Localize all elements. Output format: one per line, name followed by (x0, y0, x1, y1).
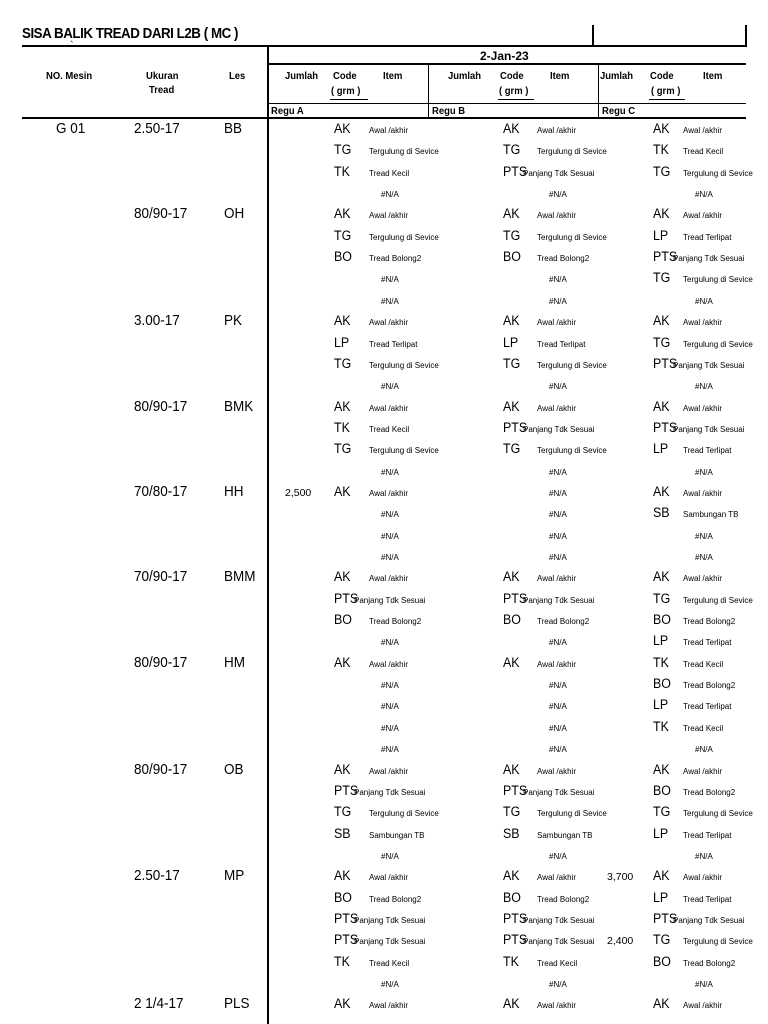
defect-code: SB (334, 825, 351, 841)
defect-code: TG (334, 227, 352, 243)
defect-item: Panjang Tdk Sesuai (523, 787, 595, 797)
defect-item: Awal /akhir (369, 1001, 408, 1011)
defect-item: Awal /akhir (683, 766, 722, 776)
na-value: #N/A (549, 553, 567, 562)
divider (498, 99, 534, 100)
defect-item: Sambungan TB (683, 510, 739, 520)
defect-item: Awal /akhir (683, 574, 722, 584)
defect-item: Tergulung di Sevice (369, 232, 439, 242)
defect-code: AK (653, 569, 670, 585)
defect-code: PTS (653, 419, 678, 435)
defect-code: AK (653, 398, 670, 414)
defect-code: BO (334, 889, 352, 905)
header-les: Les (229, 70, 246, 82)
defect-item: Tread Terlipat (683, 232, 732, 242)
defect-code: TG (653, 932, 671, 948)
na-value: #N/A (549, 190, 567, 200)
na-value: #N/A (381, 638, 399, 648)
defect-item: Panjang Tdk Sesuai (354, 787, 426, 797)
na-value: #N/A (549, 296, 567, 306)
defect-item: Awal /akhir (537, 574, 576, 584)
defect-code: LP (653, 889, 669, 905)
na-value: #N/A (549, 638, 567, 648)
defect-item: Awal /akhir (369, 574, 408, 584)
defect-item: Awal /akhir (369, 211, 408, 221)
na-value: #N/A (549, 488, 567, 498)
defect-item: Tread Kecil (683, 659, 724, 669)
defect-code: AK (653, 121, 670, 136)
header-grm-c: ( grm ) (651, 85, 681, 97)
defect-item: Tergulung di Sevice (683, 275, 753, 285)
header-jumlah-c: Jumlah (600, 70, 634, 82)
defect-code: BO (653, 676, 671, 692)
tread-size: 80/90-17 (134, 397, 188, 415)
divider (649, 99, 685, 100)
les-code: BB (224, 120, 243, 137)
na-value: #N/A (381, 702, 399, 712)
divider (267, 63, 746, 65)
defect-item: Awal /akhir (537, 403, 576, 413)
defect-item: Awal /akhir (683, 488, 722, 498)
defect-item: Tread Kecil (683, 147, 724, 157)
les-code: HH (224, 482, 244, 500)
defect-item: Awal /akhir (537, 766, 576, 776)
defect-item: Tread Terlipat (683, 894, 732, 904)
defect-code: BO (653, 612, 671, 628)
defect-code: TG (653, 163, 671, 179)
defect-code: TK (653, 654, 669, 670)
defect-item: Sambungan TB (537, 830, 593, 840)
defect-item: Panjang Tdk Sesuai (673, 915, 745, 925)
header-grm-a: ( grm ) (331, 85, 361, 97)
defect-code: AK (334, 569, 351, 585)
les-code: BMK (224, 397, 254, 415)
defect-code: LP (653, 633, 669, 649)
defect-code: AK (503, 996, 520, 1012)
divider (428, 64, 429, 117)
tread-size: 80/90-17 (134, 653, 188, 671)
defect-item: Tergulung di Sevice (683, 339, 753, 349)
defect-code: PTS (503, 419, 528, 435)
defect-code: LP (503, 334, 519, 350)
na-value: #N/A (549, 980, 567, 989)
na-value: #N/A (549, 382, 567, 392)
defect-code: PTS (503, 910, 528, 926)
defect-code: AK (503, 654, 520, 670)
defect-item: Tread Bolong2 (683, 958, 736, 968)
tread-size: 70/90-17 (134, 568, 188, 586)
defect-code: AK (503, 398, 520, 414)
defect-code: LP (653, 441, 669, 457)
header-grm-b: ( grm ) (499, 85, 529, 97)
les-code: OH (224, 205, 245, 223)
defect-code: TG (334, 804, 352, 820)
defect-item: Tread Terlipat (369, 339, 418, 349)
defect-code: PTS (653, 910, 678, 926)
tread-size: 70/80-17 (134, 482, 188, 500)
defect-item: Awal /akhir (369, 488, 408, 498)
defect-item: Panjang Tdk Sesuai (354, 915, 426, 925)
defect-code: BO (653, 782, 671, 798)
divider (22, 117, 746, 119)
header-item-c: Item (703, 70, 723, 82)
defect-code: AK (503, 206, 520, 222)
defect-item: Awal /akhir (369, 403, 408, 413)
defect-item: Awal /akhir (683, 873, 722, 883)
defect-item: Panjang Tdk Sesuai (354, 595, 426, 605)
na-value: #N/A (549, 510, 567, 520)
defect-item: Tread Bolong2 (369, 894, 422, 904)
defect-item: Panjang Tdk Sesuai (523, 595, 595, 605)
defect-item: Panjang Tdk Sesuai (523, 915, 595, 925)
header-ukuran: Ukuran (146, 70, 179, 82)
na-value: #N/A (549, 531, 567, 541)
defect-item: Awal /akhir (369, 318, 408, 328)
header-jumlah-b: Jumlah (448, 70, 482, 82)
defect-code: SB (503, 825, 520, 841)
defect-code: PTS (334, 782, 359, 798)
header-code-c: Code (650, 70, 674, 82)
defect-item: Tread Terlipat (683, 830, 732, 840)
defect-code: LP (334, 334, 350, 350)
defect-code: BO (503, 249, 521, 265)
les-code: MP (224, 867, 245, 885)
defect-item: Tergulung di Sevice (683, 809, 753, 819)
na-value: #N/A (549, 681, 567, 691)
defect-item: Tread Kecil (369, 958, 410, 968)
defect-code: TK (334, 163, 350, 179)
na-value: #N/A (381, 851, 399, 861)
defect-code: BO (334, 612, 352, 628)
defect-item: Panjang Tdk Sesuai (673, 424, 745, 434)
defect-item: Tread Bolong2 (369, 617, 422, 627)
na-value: #N/A (695, 980, 713, 989)
defect-item: Awal /akhir (369, 659, 408, 669)
na-value: #N/A (381, 531, 399, 541)
defect-code: TG (334, 441, 352, 457)
divider (592, 25, 594, 47)
defect-code: AK (653, 483, 670, 499)
na-value: #N/A (549, 275, 567, 285)
report-date: 2-Jan-23 (480, 49, 529, 63)
divider (267, 45, 269, 1024)
regu-c-label: Regu C (602, 105, 636, 117)
na-value: #N/A (381, 382, 399, 392)
defect-item: Tergulung di Sevice (537, 809, 607, 819)
defect-code: BO (503, 889, 521, 905)
defect-code: AK (334, 313, 351, 329)
defect-item: Tergulung di Sevice (683, 595, 753, 605)
defect-item: Tread Bolong2 (537, 894, 590, 904)
defect-item: Tread Bolong2 (369, 254, 422, 264)
defect-item: Tergulung di Sevice (369, 147, 439, 157)
defect-item: Panjang Tdk Sesuai (523, 168, 595, 178)
defect-code: AK (653, 313, 670, 329)
defect-item: Awal /akhir (683, 1001, 722, 1011)
defect-code: AK (503, 868, 520, 884)
defect-item: Tergulung di Sevice (683, 937, 753, 947)
defect-code: TG (503, 441, 521, 457)
divider (598, 64, 599, 117)
defect-code: TK (503, 953, 519, 969)
defect-code: PTS (334, 932, 359, 948)
defect-code: AK (653, 996, 670, 1012)
divider (267, 103, 746, 104)
defect-item: Panjang Tdk Sesuai (523, 937, 595, 947)
defect-code: AK (334, 996, 351, 1012)
na-value: #N/A (549, 851, 567, 861)
na-value: #N/A (381, 190, 399, 200)
defect-code: AK (334, 121, 351, 136)
defect-item: Awal /akhir (369, 126, 408, 135)
defect-code: TK (334, 419, 350, 435)
les-code: OB (224, 760, 244, 778)
defect-code: LP (653, 227, 669, 243)
defect-item: Panjang Tdk Sesuai (354, 937, 426, 947)
na-value: #N/A (695, 745, 713, 755)
defect-item: Awal /akhir (683, 318, 722, 328)
defect-code: BO (653, 953, 671, 969)
na-value: #N/A (381, 553, 399, 562)
defect-item: Tread Terlipat (683, 638, 732, 648)
na-value: #N/A (695, 382, 713, 392)
defect-code: PTS (334, 910, 359, 926)
defect-item: Awal /akhir (537, 873, 576, 883)
defect-item: Tread Kecil (537, 958, 578, 968)
defect-item: Tergulung di Sevice (537, 147, 607, 157)
defect-item: Panjang Tdk Sesuai (673, 254, 745, 264)
tread-size: 2.50-17 (134, 867, 180, 885)
defect-item: Tread Terlipat (683, 702, 732, 712)
defect-item: Tergulung di Sevice (683, 168, 753, 178)
na-value: #N/A (695, 467, 713, 477)
jumlah-value: 2,400 (607, 935, 634, 948)
defect-item: Awal /akhir (537, 211, 576, 221)
les-code: PLS (224, 995, 250, 1013)
defect-code: AK (653, 206, 670, 222)
header-jumlah-a: Jumlah (285, 70, 319, 82)
defect-code: TG (653, 270, 671, 286)
defect-code: BO (503, 612, 521, 628)
defect-code: TG (653, 804, 671, 820)
header-code-a: Code (333, 70, 357, 82)
na-value: #N/A (381, 681, 399, 691)
na-value: #N/A (695, 531, 713, 541)
defect-code: AK (503, 313, 520, 329)
defect-item: Panjang Tdk Sesuai (523, 424, 595, 434)
na-value: #N/A (549, 702, 567, 712)
header-item-b: Item (550, 70, 570, 82)
defect-item: Tread Bolong2 (683, 787, 736, 797)
defect-code: TK (653, 718, 669, 734)
defect-code: TK (653, 142, 669, 158)
defect-item: Tergulung di Sevice (369, 446, 439, 456)
defect-code: PTS (503, 590, 528, 606)
defect-item: Tergulung di Sevice (369, 360, 439, 370)
na-value: #N/A (381, 723, 399, 733)
na-value: #N/A (381, 467, 399, 477)
na-value: #N/A (381, 745, 399, 755)
defect-item: Awal /akhir (683, 126, 722, 135)
jumlah-value: 3,700 (607, 871, 634, 884)
jumlah-value: 2,500 (285, 486, 312, 499)
defect-code: PTS (653, 249, 678, 265)
les-code: HM (224, 653, 245, 671)
tread-size: 80/90-17 (134, 760, 188, 778)
na-value: #N/A (695, 296, 713, 306)
header-code-b: Code (500, 70, 524, 82)
defect-code: BO (334, 249, 352, 265)
defect-item: Tread Bolong2 (537, 617, 590, 627)
defect-item: Awal /akhir (537, 126, 576, 135)
defect-item: Awal /akhir (537, 1001, 576, 1011)
defect-code: TG (334, 355, 352, 371)
defect-item: Tread Terlipat (537, 339, 586, 349)
defect-code: PTS (334, 590, 359, 606)
header-tread: Tread (149, 84, 175, 96)
defect-item: Tread Kecil (369, 168, 410, 178)
defect-code: TG (503, 142, 521, 158)
defect-code: AK (653, 761, 670, 777)
na-value: #N/A (381, 275, 399, 285)
defect-code: AK (334, 654, 351, 670)
defect-item: Awal /akhir (683, 403, 722, 413)
na-value: #N/A (695, 190, 713, 200)
les-code: PK (224, 312, 243, 330)
defect-item: Tergulung di Sevice (537, 446, 607, 456)
defect-item: Panjang Tdk Sesuai (673, 360, 745, 370)
defect-item: Tread Bolong2 (683, 617, 736, 627)
defect-code: TG (653, 334, 671, 350)
defect-code: AK (334, 483, 351, 499)
defect-code: TG (653, 590, 671, 606)
defect-code: AK (334, 761, 351, 777)
defect-item: Tread Terlipat (683, 446, 732, 456)
defect-item: Tread Kecil (683, 723, 724, 733)
na-value: #N/A (549, 723, 567, 733)
defect-code: PTS (653, 355, 678, 371)
defect-code: LP (653, 697, 669, 713)
defect-item: Awal /akhir (537, 659, 576, 669)
defect-code: TG (503, 355, 521, 371)
defect-item: Tread Kecil (369, 424, 410, 434)
header-mesin: NO. Mesin (46, 70, 93, 82)
defect-code: TG (334, 142, 352, 158)
defect-item: Tergulung di Sevice (537, 360, 607, 370)
na-value: #N/A (549, 745, 567, 755)
header-item-a: Item (383, 70, 403, 82)
na-value: #N/A (695, 553, 713, 562)
na-value: #N/A (381, 296, 399, 306)
machine-number: G 01 (56, 120, 86, 137)
page-title: SISA BALIK TREAD DARI L2B ( MC ) (22, 26, 239, 42)
defect-code: PTS (503, 932, 528, 948)
defect-code: AK (503, 569, 520, 585)
defect-code: AK (503, 761, 520, 777)
regu-a-label: Regu A (271, 105, 304, 117)
defect-item: Awal /akhir (683, 211, 722, 221)
defect-item: Tergulung di Sevice (369, 809, 439, 819)
defect-code: TG (503, 227, 521, 243)
defect-item: Tread Bolong2 (537, 254, 590, 264)
defect-code: AK (653, 868, 670, 884)
defect-item: Awal /akhir (369, 766, 408, 776)
divider (330, 99, 368, 100)
defect-item: Sambungan TB (369, 830, 425, 840)
regu-b-label: Regu B (432, 105, 466, 117)
defect-code: AK (503, 121, 520, 136)
divider (22, 45, 746, 47)
defect-item: Tergulung di Sevice (537, 232, 607, 242)
na-value: #N/A (695, 851, 713, 861)
defect-code: PTS (503, 163, 528, 179)
na-value: #N/A (381, 510, 399, 520)
defect-item: Tread Bolong2 (683, 681, 736, 691)
defect-code: SB (653, 505, 670, 521)
tread-size: 2.50-17 (134, 120, 180, 137)
les-code: BMM (224, 568, 256, 586)
defect-code: PTS (503, 782, 528, 798)
defect-code: TG (503, 804, 521, 820)
na-value: #N/A (549, 467, 567, 477)
defect-item: Awal /akhir (369, 873, 408, 883)
defect-code: AK (334, 398, 351, 414)
tread-size: 80/90-17 (134, 205, 188, 223)
defect-code: TK (334, 953, 350, 969)
tread-size: 3.00-17 (134, 312, 180, 330)
divider (745, 25, 747, 47)
defect-code: AK (334, 868, 351, 884)
na-value: #N/A (381, 980, 399, 989)
tread-size: 2 1/4-17 (134, 995, 184, 1013)
defect-code: AK (334, 206, 351, 222)
defect-item: Awal /akhir (537, 318, 576, 328)
defect-code: LP (653, 825, 669, 841)
